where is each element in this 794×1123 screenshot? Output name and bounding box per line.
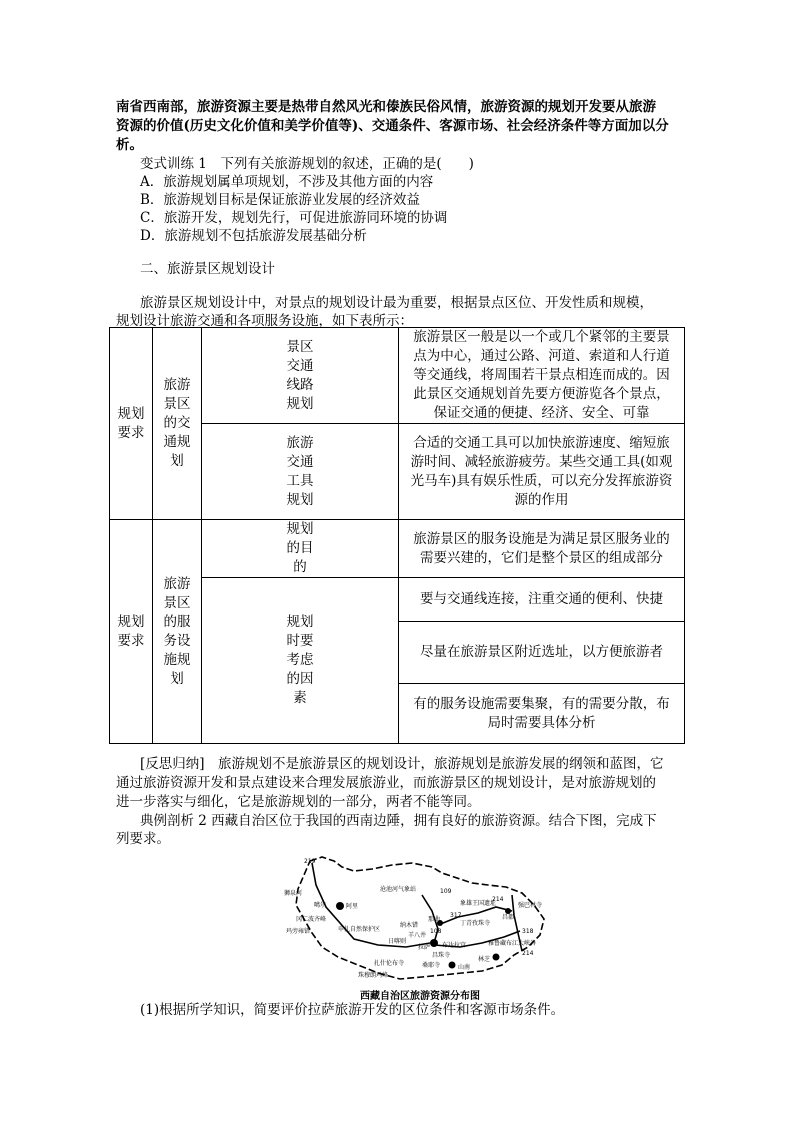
svg-text:昌都: 昌都	[502, 914, 515, 921]
option-c: C．旅游开发，规划先行，可促进旅游同环境的协调	[140, 210, 448, 226]
svg-text:214: 214	[492, 896, 504, 903]
svg-text:玛旁雍错: 玛旁雍错	[286, 928, 311, 935]
section-heading: 二、旅游景区规划设计	[140, 261, 275, 277]
svg-text:丁青孜珠寺: 丁青孜珠寺	[460, 920, 491, 927]
cell-factor-c: 有的服务设施需要集聚，有的需要分散，布 局时需要具体分析	[399, 684, 685, 744]
svg-text:昌珠寺: 昌珠寺	[432, 952, 451, 959]
svg-text:羊八井: 羊八井	[408, 932, 427, 939]
planning-table	[109, 327, 685, 744]
svg-text:沧池河气象站: 沧池河气象站	[380, 886, 417, 893]
svg-text:阿里: 阿里	[346, 903, 359, 910]
option-b: B．旅游规划目标是保证旅游业发展的经济效益	[140, 192, 420, 208]
svg-text:林芝: 林芝	[478, 956, 491, 963]
svg-text:象雄王国遗址: 象雄王国遗址	[460, 900, 497, 907]
svg-text:214: 214	[522, 950, 534, 957]
lhasa-dot	[430, 939, 438, 947]
svg-text:噶尔: 噶尔	[314, 902, 327, 909]
svg-text:318: 318	[522, 928, 534, 935]
svg-text:317: 317	[450, 912, 462, 919]
nyingchi-dot	[493, 954, 500, 961]
svg-text:狮泉河: 狮泉河	[284, 890, 303, 897]
example-line1: 典例剖析 2 西藏自治区位于我国的西南边陲，拥有良好的旅游资源。结合下图，完成下	[140, 813, 657, 829]
section-intro-line1: 旅游景区规划设计中，对景点的规划设计最为重要，根据景点区位、开发性质和规模，	[140, 295, 653, 311]
svg-text:冈仁波齐峰: 冈仁波齐峰	[296, 916, 327, 923]
reflection-line1: [反思归纳] 旅游规划不是旅游景区的规划设计，旅游规划是旅游发展的纲领和蓝图，它	[140, 756, 664, 772]
para1-line2: 资源的价值(历史文化价值和美学价值等)、交通条件、客源市场、社会经济条件等方面加以分	[116, 118, 669, 134]
map-caption: 西藏自治区旅游资源分布图	[360, 991, 480, 1002]
cell-requirement-1: 规划要求	[110, 328, 153, 520]
para1-line3: 析。	[116, 137, 143, 153]
svg-text:109: 109	[440, 888, 452, 895]
cell-factor-b: 尽量在旅游景区附近选址，以方便旅游者	[399, 622, 685, 684]
svg-text:布达拉宫: 布达拉宫	[442, 942, 467, 949]
option-d: D．旅游规划不包括旅游发展基础分析	[140, 228, 367, 244]
svg-text:珠穆朗玛峰: 珠穆朗玛峰	[358, 972, 389, 979]
svg-text:雅鲁藏布江大峡谷: 雅鲁藏布江大峡谷	[488, 940, 537, 947]
reflection-line3: 进一步落实与细化，它是旅游规划的一部分，两者不能等同。	[116, 794, 481, 810]
svg-text:桑耶寺: 桑耶寺	[422, 962, 441, 969]
cell-purpose-desc: 旅游景区的服务设施是为满足景区服务业的 需要兴建的，它们是整个景区的组成部分	[399, 520, 685, 578]
cell-traffic-planning: 旅游景区的交通规划	[153, 328, 202, 520]
svg-text:山南: 山南	[458, 964, 471, 971]
cell-vehicle-desc: 合适的交通工具可以加快旅游速度、缩短旅 游时间、减轻旅游疲劳。某些交通工具(如观 光马车)具有娱乐性质，可以充分发挥旅游资 源的作用	[399, 424, 685, 520]
cell-purpose: 规划的目的	[202, 520, 399, 578]
cell-factor-a: 要与交通线连接，注重交通的便利、快捷	[399, 578, 685, 622]
svg-text:拉萨: 拉萨	[418, 944, 431, 951]
tibet-tourism-map	[282, 855, 554, 987]
cell-requirement-2: 规划要求	[110, 520, 153, 744]
reflection-line2: 通过旅游资源开发和景点建设来合理发展旅游业，而旅游景区的规划设计，是对旅游规划的	[116, 775, 656, 791]
example-line2: 列要求。	[116, 831, 170, 847]
svg-text:纳木错: 纳木错	[400, 922, 419, 929]
cell-vehicle-planning: 旅游交通工具规划	[202, 424, 399, 520]
svg-text:那曲: 那曲	[428, 916, 441, 923]
svg-text:强巴林寺: 强巴林寺	[518, 902, 543, 909]
svg-text:219: 219	[304, 858, 316, 865]
exercise-question: 变式训练 1 下列有关旅游规划的叙述，正确的是( )	[140, 156, 474, 172]
para1-line1: 南省西南部，旅游资源主要是热带自然风光和傣族民俗风情，旅游资源的规划开发要从旅游	[116, 99, 656, 115]
ali-dot	[336, 902, 344, 910]
svg-text:108: 108	[430, 928, 442, 935]
question-1: (1)根据所学知识，简要评价拉萨旅游开发的区位条件和客源市场条件。	[140, 1002, 565, 1018]
shannan-dot	[449, 962, 456, 969]
svg-text:扎什伦布寺: 扎什伦布寺	[374, 960, 405, 967]
svg-text:申扎自然保护区: 申扎自然保护区	[338, 926, 381, 933]
cell-route-desc: 旅游景区一般是以一个或几个紧邻的主要景 点为中心，通过公路、河道、索道和人行道 等交通线，将周围若干景点相连而成的。因 此景区交通规划首先要方便游览各个景点， 保证交通的便捷、经济、安全、可靠	[399, 328, 685, 424]
cell-route-planning: 景区交通线路规划	[202, 328, 399, 424]
svg-text:日喀则: 日喀则	[388, 938, 407, 945]
option-a: A．旅游规划属单项规划，不涉及其他方面的内容	[140, 174, 434, 190]
cell-factors: 规划时要考虑的因素	[202, 578, 399, 744]
cell-service-planning: 旅游景区的服务设施规划	[153, 520, 202, 744]
section-intro-line2: 规划设计旅游交通和各项服务设施，如下表所示：	[116, 313, 413, 329]
